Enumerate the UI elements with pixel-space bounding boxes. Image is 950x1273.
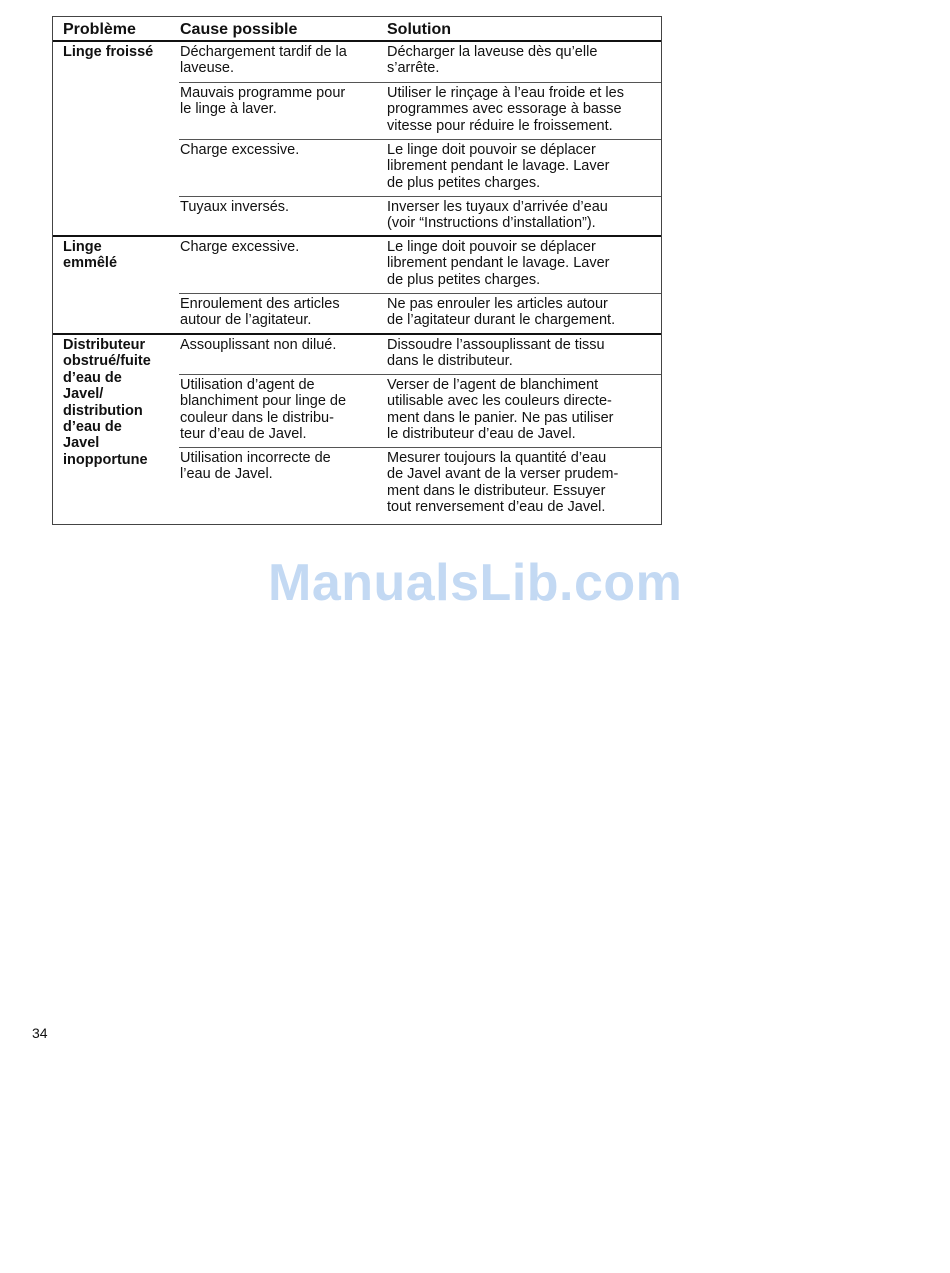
cause-cell: Assouplissant non dilué. bbox=[180, 337, 337, 353]
watermark: ManualsLib.com bbox=[268, 554, 683, 612]
table-row bbox=[179, 335, 661, 375]
table-row bbox=[179, 237, 661, 294]
solution-cell: Le linge doit pouvoir se déplacer librement pendant le lavage. Laver de plus petites charges. bbox=[387, 142, 610, 191]
header-problem: Problème bbox=[63, 21, 136, 38]
table-row bbox=[179, 448, 661, 525]
solution-cell: Décharger la laveuse dès qu’elle s’arrête. bbox=[387, 44, 598, 77]
header-cause: Cause possible bbox=[180, 21, 298, 38]
group-linge-emmele bbox=[53, 237, 661, 335]
header-solution: Solution bbox=[387, 21, 451, 38]
cause-cell: Enroulement des articles autour de l’agitateur. bbox=[180, 296, 340, 329]
solution-cell: Utiliser le rinçage à l’eau froide et les programmes avec essorage à basse vitesse pour réduire le froissement. bbox=[387, 85, 624, 134]
cause-cell: Charge excessive. bbox=[180, 239, 300, 255]
solution-cell: Le linge doit pouvoir se déplacer librement pendant le lavage. Laver de plus petites charges. bbox=[387, 239, 610, 288]
cause-cell: Tuyaux inversés. bbox=[180, 199, 290, 215]
solution-cell: Mesurer toujours la quantité d’eau de Javel avant de la verser prudem- ment dans le distributeur. Essuyer tout renversement d’eau de Javel. bbox=[387, 450, 619, 516]
solution-cell: Dissoudre l’assouplissant de tissu dans le distributeur. bbox=[387, 337, 605, 370]
problem-label: Distributeur obstrué/fuite d’eau de Javel/ distribution d’eau de Javel inopportune bbox=[63, 337, 151, 468]
cause-cell: Charge excessive. bbox=[180, 142, 300, 158]
problem-label: Linge froissé bbox=[63, 44, 154, 60]
troubleshooting-table bbox=[52, 16, 662, 525]
table-row bbox=[179, 197, 661, 235]
cause-cell: Utilisation d’agent de blanchiment pour linge de couleur dans le distribu- teur d’eau de Javel. bbox=[180, 377, 347, 443]
table-row bbox=[179, 140, 661, 197]
group-linge-froisse bbox=[53, 42, 661, 237]
group-distributeur bbox=[53, 335, 661, 525]
page-number: 34 bbox=[32, 1025, 48, 1041]
solution-cell: Verser de l’agent de blanchiment utilisable avec les couleurs directe- ment dans le panier. Ne pas utiliser le distributeur d’eau de Javel. bbox=[387, 377, 614, 443]
solution-cell: Inverser les tuyaux d’arrivée d’eau (voir “Instructions d’installation”). bbox=[387, 199, 608, 232]
problem-label: Linge emmêlé bbox=[63, 239, 118, 272]
table-header bbox=[53, 17, 661, 42]
table-row bbox=[179, 83, 661, 140]
table-row bbox=[179, 42, 661, 83]
table-row bbox=[179, 294, 661, 333]
cause-cell: Déchargement tardif de la laveuse. bbox=[180, 44, 347, 77]
solution-cell: Ne pas enrouler les articles autour de l’agitateur durant le chargement. bbox=[387, 296, 616, 329]
cause-cell: Mauvais programme pour le linge à laver. bbox=[180, 85, 346, 118]
cause-cell: Utilisation incorrecte de l’eau de Javel. bbox=[180, 450, 331, 483]
table-row bbox=[179, 375, 661, 448]
